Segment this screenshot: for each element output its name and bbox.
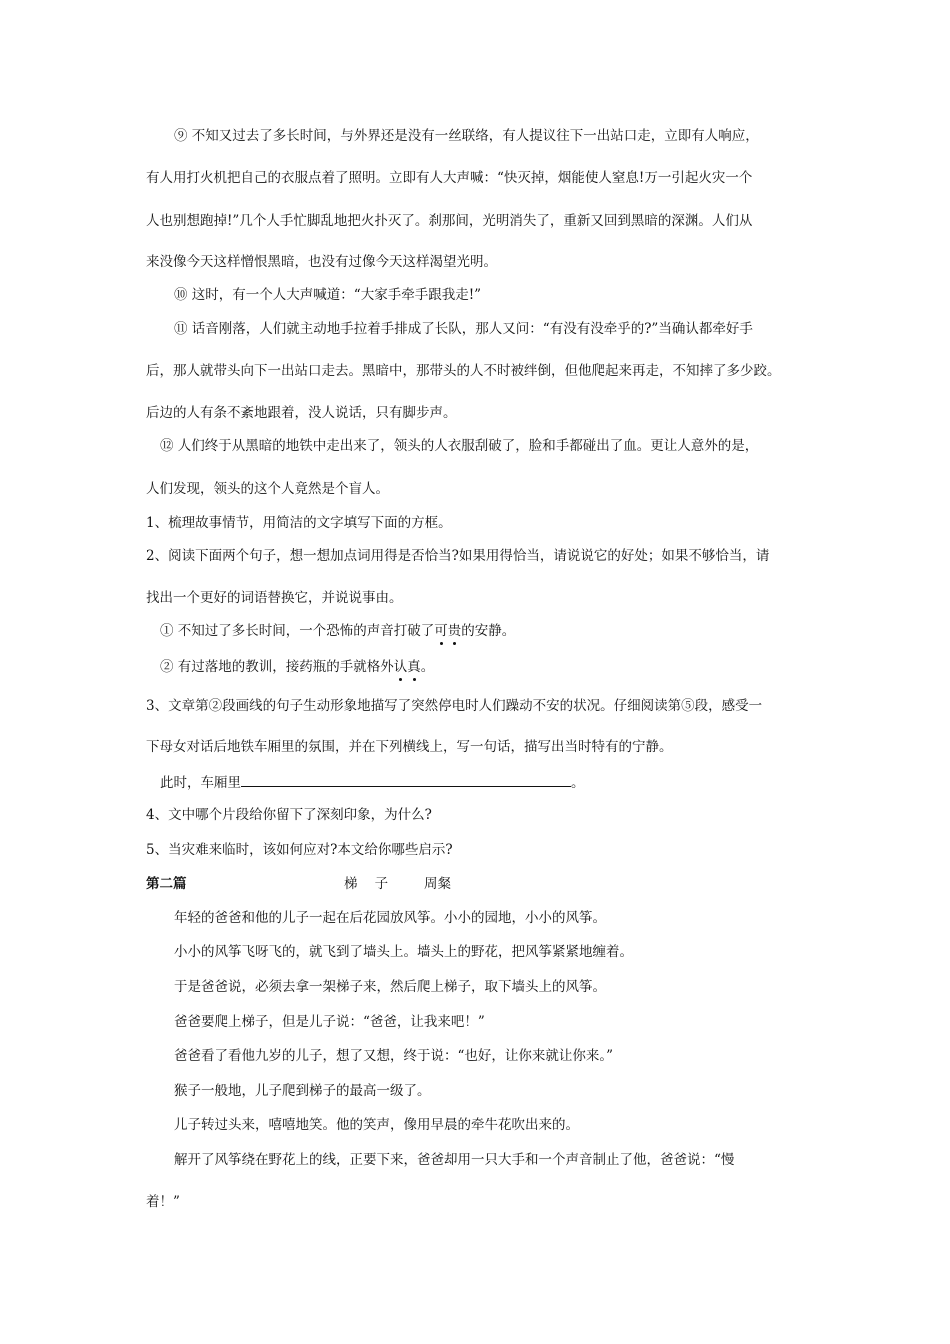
question-3-line-2: 下母女对话后地铁车厢里的氛围，并在下列横线上，写一句话，描写出当时特有的宁静。 xyxy=(146,739,673,755)
fill-suffix: 。 xyxy=(571,775,585,791)
question-2-sentence-1 xyxy=(160,621,515,641)
question-1: 1、梳理故事情节，用简洁的文字填写下面的方框。 xyxy=(146,515,452,531)
p12-line-2: 人们发现，领头的这个人竟然是个盲人。 xyxy=(146,481,389,497)
p9-line-4: 来没像今天这样憎恨黑暗，也没有过像今天这样渴望光明。 xyxy=(146,254,497,270)
sentence-2-text: ② 有过落地的教训，接药瓶的手就格外 xyxy=(160,659,394,675)
passage-author: 周粲 xyxy=(424,876,451,892)
question-3-line-1: 3、文章第②段画线的句子生动形象地描写了突然停电时人们躁动不安的状况。仔细阅读第⑤段，感受一 xyxy=(146,698,763,714)
emphasis-char: 贵 xyxy=(447,623,462,639)
question-2-sentence-2 xyxy=(160,657,434,677)
p2-paragraph-7: 儿子转过头来，嘻嘻地笑。他的笑声，像用早晨的牵牛花吹出来的。 xyxy=(174,1117,579,1133)
p2-paragraph-8-end: 着！” xyxy=(146,1194,180,1210)
p2-paragraph-4: 爸爸要爬上梯子，但是儿子说：“爸爸，让我来吧！” xyxy=(174,1014,485,1030)
p9-line-3: 人也别想跑掉!”几个人手忙脚乱地把火扑灭了。刹那间，光明消失了，重新又回到黑暗的深渊。人们从 xyxy=(146,213,753,229)
p2-paragraph-3: 于是爸爸说，必须去拿一架梯子来，然后爬上梯子，取下墙头上的风筝。 xyxy=(174,979,606,995)
passage-title: 梯 子 xyxy=(344,876,389,892)
p11-line-2: 后，那人就带头向下一出站口走去。黑暗中，那带头的人不时被绊倒，但他爬起来再走，不知摔了多少跤。 xyxy=(146,363,781,379)
sentence-2-tail: 。 xyxy=(420,659,435,675)
emphasis-char: 认 xyxy=(393,659,408,675)
p9-line-2: 有人用打火机把自己的衣服点着了照明。立即有人大声喊：“快灭掉，烟能使人窒息!万一引起火灾一个 xyxy=(146,170,753,186)
emphasis-char: 可 xyxy=(434,623,448,639)
p10-line: ⑩ 这时，有一个人大声喊道：“大家手牵手跟我走!” xyxy=(174,287,482,303)
p2-paragraph-5: 爸爸看了看他九岁的儿子，想了又想，终于说：“也好，让你来就让你来。” xyxy=(174,1048,614,1064)
question-4: 4、文中哪个片段给你留下了深刻印象，为什么? xyxy=(146,807,432,823)
p2-paragraph-1: 年轻的爸爸和他的儿子一起在后花园放风筝。小小的园地，小小的风筝。 xyxy=(174,910,606,926)
emphasis-char: 真 xyxy=(407,659,421,675)
fill-prefix: 此时，车厢里 xyxy=(160,775,241,791)
answer-blank[interactable] xyxy=(241,772,571,787)
question-2-line-1: 2、阅读下面两个句子，想一想加点词用得是否恰当?如果用得恰当，请说说它的好处；如果不够恰当，请 xyxy=(146,548,770,564)
p12-line-1: ⑫ 人们终于从黑暗的地铁中走出来了，领头的人衣服刮破了，脸和手都碰出了血。更让人意外的是， xyxy=(160,438,759,454)
p2-paragraph-6: 猴子一般地，儿子爬到梯子的最高一级了。 xyxy=(174,1083,431,1099)
question-5: 5、当灾难来临时，该如何应对?本文给你哪些启示? xyxy=(146,842,453,858)
p11-line-1: ⑪ 话音刚落，人们就主动地手拉着手排成了长队，那人又问：“有没有没牵乎的?”当确认都牵好手 xyxy=(174,321,753,337)
sentence-1-tail: 的安静。 xyxy=(461,623,516,639)
p2-paragraph-2: 小小的风筝飞呀飞的，就飞到了墙头上。墙头上的野花，把风筝紧紧地缠着。 xyxy=(174,944,633,960)
p2-paragraph-8: 解开了风筝绕在野花上的线，正要下来，爸爸却用一只大手和一个声音制止了他，爸爸说：“慢 xyxy=(174,1152,735,1168)
sentence-1-text: ① 不知过了多长时间，一个恐怖的声音打破了 xyxy=(160,623,435,639)
p11-line-3: 后边的人有条不紊地跟着，没人说话，只有脚步声。 xyxy=(146,405,457,421)
p9-line-1: ⑨ 不知又过去了多长时间，与外界还是没有一丝联络，有人提议往下一出站口走，立即有人响应， xyxy=(174,128,759,144)
question-2-line-2: 找出一个更好的词语替换它，并说说事由。 xyxy=(146,590,403,606)
section-label: 第二篇 xyxy=(146,876,187,892)
question-3-fill-line xyxy=(160,772,585,793)
